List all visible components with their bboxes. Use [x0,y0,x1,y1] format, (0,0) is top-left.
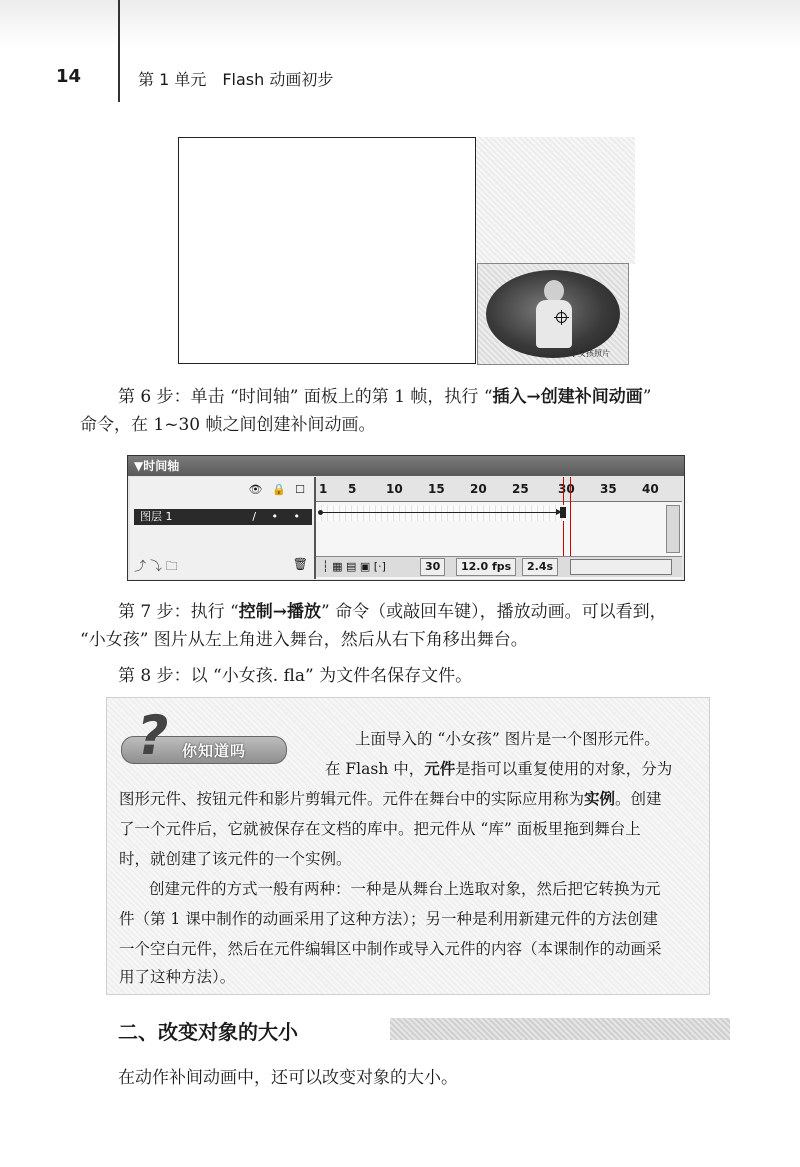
running-title: 第 1 单元 Flash 动画初步 [138,70,334,89]
status-icons[interactable]: ┆ ▦ ▤ ▣ [·] [322,560,386,573]
tip-line-1: 上面导入的 “小女孩” 图片是一个图形元件。 [355,730,660,748]
header-divider [118,0,120,102]
step7-text-c: “小女孩” 图片从左上角进入舞台，然后从右下角移出舞台。 [80,630,528,650]
tip-line-3: 图形元件、按钮元件和影片剪辑元件。元件在舞台中的实际应用称为实例。创建 [119,789,662,808]
registration-point-icon [556,312,567,323]
end-keyframe[interactable] [560,507,566,518]
section-heading-bar [390,1018,730,1040]
tip-line-6: 创建元件的方式一般有两种：一种是从舞台上选取对象，然后把它转换为元 [149,880,661,898]
ruler-tick: 40 [642,482,659,496]
ruler-tick: 15 [428,482,445,496]
vertical-scrollbar[interactable] [666,505,680,553]
question-mark-icon: ? [131,704,174,767]
timeline-status-bar [316,556,682,577]
layer-name: 图层 1 [140,510,173,523]
photo-signature: 小女孩照片 [570,349,610,358]
tip-line-2: 在 Flash 中，元件是指可以重复使用的对象，分为 [325,759,673,778]
tween-arrow [322,512,560,513]
tip-line-5: 时，就创建了该元件的一个实例。 [119,850,352,868]
step7-paragraph [80,598,740,654]
page-number: 14 [56,66,82,87]
girl-photo [486,270,620,358]
step7-text-b: ” 命令（或敲回车键），播放动画。可以看到， [320,602,667,622]
elapsed-time: 2.4s [522,558,558,576]
horizontal-scrollbar[interactable] [570,559,672,575]
frame-rate: 12.0 fps [456,558,516,576]
girl-body [536,300,572,348]
section-heading: 二、改变对象的大小 [118,1020,298,1044]
timeline-panel [127,455,685,581]
layer-toolbar [134,557,312,575]
tip-line-9: 用了这种方法）。 [119,968,236,986]
step7-text-a: 第 7 步：执行 “ [118,602,239,622]
tip-line-7: 件（第 1 课中制作的动画采用了这种方法）；另一种是利用新建元件的方法创建 [119,910,658,928]
tip-box [106,697,710,995]
timeline-layers-pane [130,477,316,579]
term-symbol: 元件 [424,759,456,778]
step6-text-a: 第 6 步：单击 “时间轴” 面板上的第 1 帧，执行 “ [118,387,493,407]
girl-head [544,280,564,302]
layer-row[interactable] [134,509,312,525]
ruler-tick: 1 [319,482,328,496]
step6-text-b: ” [642,387,652,407]
step7-command: 控制→播放 [238,602,321,622]
tip-line-4: 了一个元件后，它就被保存在文档的库中。把元件从 “库” 面板里拖到舞台上 [119,820,641,838]
ruler-tick: 25 [512,482,529,496]
tip-badge-label: 你知道吗 [182,742,247,760]
term-instance: 实例 [584,789,616,808]
step8-paragraph: 第 8 步：以 “小女孩. fla” 为文件名保存文件。 [118,666,473,686]
girl-photo-frame[interactable] [477,263,629,365]
step6-paragraph [80,383,740,439]
ruler-tick: 30 [558,482,575,496]
step6-text-c: 命令，在 1~30 帧之间创建补间动画。 [80,415,376,435]
stage-work-area [475,137,635,264]
ruler-tick: 20 [470,482,487,496]
timeline-title[interactable]: ▼时间轴 [128,456,684,476]
layer-header-icons[interactable]: 👁 🔒 ☐ [248,483,308,496]
step6-command: 插入→创建补间动画 [492,387,643,407]
trash-icon[interactable]: 🗑 [292,557,308,571]
ruler-tick: 35 [600,482,617,496]
ruler-tick: 10 [386,482,403,496]
ruler-tick: 5 [348,482,357,496]
add-layer-icons[interactable]: ⤴ ⤵ 🗀 [134,559,178,573]
tip-line-8: 一个空白元件，然后在元件编辑区中制作或导入元件的内容（本课制作的动画采 [119,940,662,958]
page-top-shade [0,0,800,48]
section-text: 在动作补间动画中，还可以改变对象的大小。 [118,1068,458,1088]
flash-stage [178,137,476,364]
tween-span[interactable] [316,505,566,521]
layer-controls[interactable]: / • • [252,510,306,523]
timeline-frames-pane [316,477,682,579]
frame-ruler[interactable] [316,477,682,502]
current-frame: 30 [420,558,445,576]
